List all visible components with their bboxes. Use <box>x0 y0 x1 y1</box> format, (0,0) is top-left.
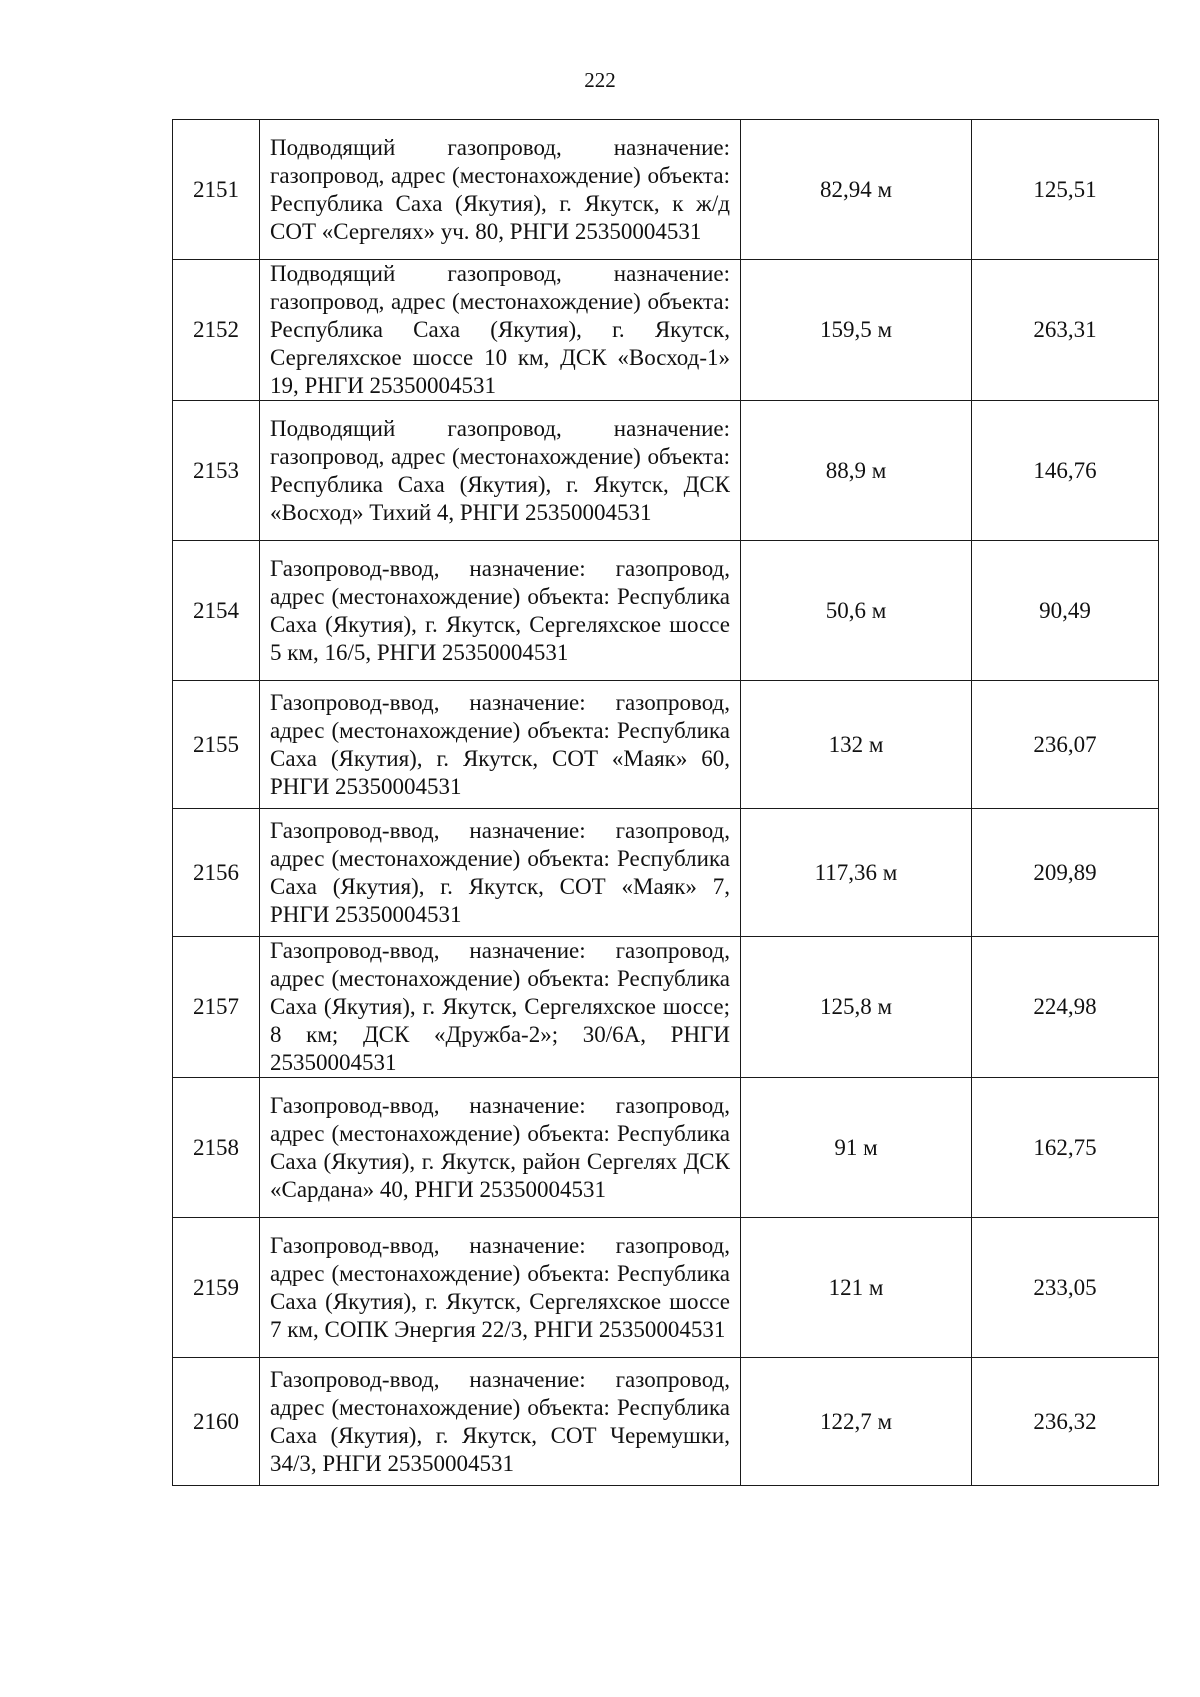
page-number: 222 <box>584 68 616 92</box>
table-row <box>173 401 1159 541</box>
value-cell: 125,51 <box>972 120 1159 260</box>
value-cell: 162,75 <box>972 1078 1159 1218</box>
pipeline-length-cell: 91 м <box>741 1078 972 1218</box>
table-row <box>173 1358 1159 1486</box>
pipeline-length-cell: 121 м <box>741 1218 972 1358</box>
row-number-cell: 2153 <box>173 401 260 541</box>
row-number-cell: 2151 <box>173 120 260 260</box>
table-row <box>173 120 1159 260</box>
object-description-cell: Газопровод-ввод, назначение: газопровод, адрес (местонахождение) объекта: Республика Саха (Якутия), г. Якутск, СОТ Черемушки, 34/3, РНГИ 25350004531 <box>260 1358 741 1486</box>
table-row <box>173 937 1159 1078</box>
pipeline-length-cell: 125,8 м <box>741 937 972 1078</box>
row-number-cell: 2158 <box>173 1078 260 1218</box>
table-row <box>173 1218 1159 1358</box>
value-cell: 90,49 <box>972 541 1159 681</box>
row-number-cell: 2155 <box>173 681 260 809</box>
object-description-cell: Подводящий газопровод, назначение: газопровод, адрес (местонахождение) объекта: Республика Саха (Якутия), г. Якутск, ДСК «Восход» Тихий 4, РНГИ 25350004531 <box>260 401 741 541</box>
value-cell: 263,31 <box>972 260 1159 401</box>
pipeline-length-cell: 50,6 м <box>741 541 972 681</box>
row-number-cell: 2157 <box>173 937 260 1078</box>
value-cell: 233,05 <box>972 1218 1159 1358</box>
row-number-cell: 2159 <box>173 1218 260 1358</box>
pipeline-length-cell: 122,7 м <box>741 1358 972 1486</box>
property-register-table <box>172 119 1159 1486</box>
table-row <box>173 541 1159 681</box>
object-description-cell: Газопровод-ввод, назначение: газопровод, адрес (местонахождение) объекта: Республика Саха (Якутия), г. Якутск, район Сергелях ДСК «Сардана» 40, РНГИ 25350004531 <box>260 1078 741 1218</box>
pipeline-length-cell: 117,36 м <box>741 809 972 937</box>
table-row <box>173 681 1159 809</box>
pipeline-length-cell: 132 м <box>741 681 972 809</box>
value-cell: 209,89 <box>972 809 1159 937</box>
value-cell: 236,07 <box>972 681 1159 809</box>
pipeline-length-cell: 159,5 м <box>741 260 972 401</box>
row-number-cell: 2152 <box>173 260 260 401</box>
row-number-cell: 2156 <box>173 809 260 937</box>
pipeline-length-cell: 82,94 м <box>741 120 972 260</box>
object-description-cell: Газопровод-ввод, назначение: газопровод, адрес (местонахождение) объекта: Республика Саха (Якутия), г. Якутск, Сергеляхское шоссе; 8 км; ДСК «Дружба-2»; 30/6А, РНГИ 25350004531 <box>260 937 741 1078</box>
object-description-cell: Газопровод-ввод, назначение: газопровод, адрес (местонахождение) объекта: Республика Саха (Якутия), г. Якутск, Сергеляхское шоссе 7 км, СОПК Энергия 22/3, РНГИ 25350004531 <box>260 1218 741 1358</box>
row-number-cell: 2160 <box>173 1358 260 1486</box>
value-cell: 146,76 <box>972 401 1159 541</box>
object-description-cell: Газопровод-ввод, назначение: газопровод, адрес (местонахождение) объекта: Республика Саха (Якутия), г. Якутск, Сергеляхское шоссе 5 км, 16/5, РНГИ 25350004531 <box>260 541 741 681</box>
table-row <box>173 260 1159 401</box>
object-description-cell: Газопровод-ввод, назначение: газопровод, адрес (местонахождение) объекта: Республика Саха (Якутия), г. Якутск, СОТ «Маяк» 7, РНГИ 25350004531 <box>260 809 741 937</box>
object-description-cell: Подводящий газопровод, назначение: газопровод, адрес (местонахождение) объекта: Республика Саха (Якутия), г. Якутск, к ж/д СОТ «Сергелях» уч. 80, РНГИ 25350004531 <box>260 120 741 260</box>
object-description-cell: Подводящий газопровод, назначение: газопровод, адрес (местонахождение) объекта: Республика Саха (Якутия), г. Якутск, Сергеляхское шоссе 10 км, ДСК «Восход-1» 19, РНГИ 25350004531 <box>260 260 741 401</box>
value-cell: 224,98 <box>972 937 1159 1078</box>
pipeline-length-cell: 88,9 м <box>741 401 972 541</box>
row-number-cell: 2154 <box>173 541 260 681</box>
table-row <box>173 809 1159 937</box>
table-row <box>173 1078 1159 1218</box>
value-cell: 236,32 <box>972 1358 1159 1486</box>
object-description-cell: Газопровод-ввод, назначение: газопровод, адрес (местонахождение) объекта: Республика Саха (Якутия), г. Якутск, СОТ «Маяк» 60, РНГИ 25350004531 <box>260 681 741 809</box>
